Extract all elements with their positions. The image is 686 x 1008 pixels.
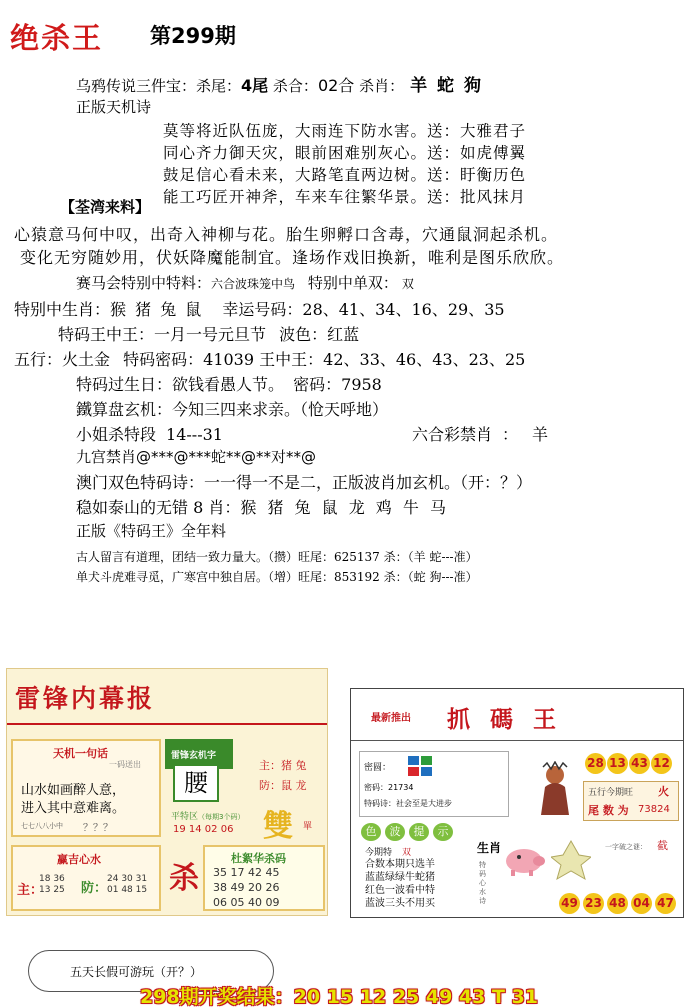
info-riddle-value: 社会至是大进步 <box>396 799 452 808</box>
info-panel <box>359 751 509 817</box>
du-head: 杜絮华杀码 <box>231 852 286 865</box>
cloud-text: 五天长假可游玩（开？） <box>70 965 203 979</box>
wuya-zodiac: 羊 蛇 狗 <box>410 76 483 96</box>
info-mima-head: 密圆： <box>364 763 392 773</box>
pw-label: 密码： <box>293 375 342 394</box>
draw-result: 298期开奖结果：20 15 12 25 49 43 T 31 <box>140 986 539 1008</box>
number-ball: 49 <box>559 893 580 914</box>
suanpan-row <box>76 397 388 420</box>
ad-leifeng <box>6 668 328 916</box>
verse-block <box>365 858 435 910</box>
yingji-zhu: 主： <box>17 883 44 898</box>
aomen-row <box>76 470 532 493</box>
quanwan-line: 心猿意马何中叹，出奇入神柳与花。胎生卵孵口含毒，穴通鼠洞起杀机。 <box>14 225 559 244</box>
birthday-label: 特码过生日： <box>76 375 173 394</box>
shengxiao-label: 特别中生肖： <box>14 300 111 319</box>
lucky-value: 28、41、34、16、29、35 <box>302 300 505 319</box>
ling-value: 双 <box>402 848 412 858</box>
poem-line: 莫等将近队伍庞，大雨连下防水害。送：大雅君子 <box>163 122 527 140</box>
wuxing-value: 火土金 <box>62 350 111 369</box>
ancient-line: 古人留言有道理，团结一致力量大。（攒）旺尾：625137 杀：（羊 蛇---准） <box>76 550 478 564</box>
verse-line: 红色一波看中特 <box>365 885 435 896</box>
fang-value: 鼠 龙 <box>281 779 307 792</box>
wuya-label: 乌鸦传说三件宝：杀尾： <box>76 77 242 95</box>
tianji-q: ？？？ <box>83 823 113 834</box>
wuya-row <box>76 71 483 96</box>
taishan-value: 猴 猪 兔 鼠 龙 鸡 牛 马 <box>240 498 449 517</box>
color-tips <box>361 823 481 843</box>
birthday-value: 欲钱看愚人节。 <box>172 375 285 394</box>
verse-line: 蓝波三头不用买 <box>365 898 435 909</box>
rabbit-icon <box>551 837 591 881</box>
zhu-value: 猪 兔 <box>281 759 307 772</box>
ad-leifeng-title: 雷锋内幕报 <box>15 684 156 713</box>
liuhe-sep: ： <box>502 425 519 444</box>
info-riddle-label: 特码诗： <box>364 799 396 808</box>
wuya-zodiac-label: 杀肖： <box>359 77 405 95</box>
issue-number: 第299期 <box>150 24 236 48</box>
poem-line: 同心齐力御天灾，眼前困难别灰心。送：如虎傅翼 <box>163 144 527 162</box>
ling-label: 今期特 <box>365 848 393 858</box>
color-tip-item: 色 <box>361 823 381 841</box>
info-riddle-row <box>364 798 452 809</box>
yingji-fang-nums-2: 01 48 15 <box>107 885 148 895</box>
yizi-label: 一字破之谜： <box>605 843 647 851</box>
birthday-row <box>76 372 382 395</box>
yizi-value: 截 <box>657 839 668 852</box>
number-ball: 28 <box>585 753 606 774</box>
weishu-text: 尾 数 为 <box>588 804 629 817</box>
ad-zhuama-tagline: 最新推出 <box>371 713 411 724</box>
wuya-combo-label: 杀合： <box>268 77 318 95</box>
zhu-row <box>259 757 307 773</box>
tewang-value: 一月一号元旦节 <box>154 325 267 344</box>
number-ball: 13 <box>607 753 628 774</box>
du-row: 35 17 42 45 <box>213 866 280 879</box>
center-char: 腰 <box>173 764 219 802</box>
wuxing-label: 五行： <box>14 350 63 369</box>
tewang-row <box>58 322 359 345</box>
du-row: 38 49 20 26 <box>213 881 280 894</box>
pingte-nums: 19 14 02 06 <box>173 824 234 835</box>
fang-row <box>259 777 307 793</box>
balls-top <box>585 753 675 777</box>
yingji-box <box>11 845 161 911</box>
wuxing-fire: 火 <box>658 785 669 798</box>
ad-zhuama <box>350 688 684 918</box>
ling-row <box>365 845 411 858</box>
quanwan-line: 变化无穷随妙用，伏妖降魔能制宜。逢场作戏旧换新，唯利是图乐欣欣。 <box>20 248 565 267</box>
du-box <box>203 845 325 911</box>
wuya-tail: 4尾 <box>241 76 269 95</box>
ad-zhuama-header <box>351 689 683 741</box>
pingte-label: 平特区 <box>171 812 199 822</box>
taishan-label: 稳如泰山的无错 8 肖： <box>76 498 241 517</box>
tewang-label: 特码王中王： <box>58 325 155 344</box>
info-code-label: 密码： <box>364 783 388 792</box>
color-tip-item: 波 <box>385 823 405 841</box>
verse-line: 合数本期只选羊 <box>365 859 435 870</box>
poem-title: 正版天机诗 <box>76 98 152 116</box>
verse-line: 蓝蓝绿绿牛蛇猪 <box>365 872 435 883</box>
ancient-line: 单犬斗虎难寻觅，广寒宫中独自居。（增）旺尾：853192 杀：（蛇 狗---准） <box>76 570 478 584</box>
bose-label: 波色： <box>279 325 328 344</box>
liuhe-label: 六合彩禁肖 <box>412 425 493 444</box>
pingte-note: （每期3个码） <box>198 813 245 821</box>
weishu-value: 73824 <box>638 804 670 815</box>
info-code-value: 21734 <box>388 783 414 792</box>
number-ball: 43 <box>629 753 650 774</box>
yingji-zhu-nums-2: 13 25 <box>39 885 65 895</box>
wzw-label: 王中王： <box>259 350 324 369</box>
tianji-box <box>11 739 161 837</box>
jiugong-row: 九宫禁肖@***@***蛇**@**对**@ <box>76 448 317 466</box>
ad-leifeng-divider <box>7 723 327 725</box>
saima-label: 赛马会特别中特料： <box>76 274 212 292</box>
du-row: 06 05 40 09 <box>213 896 280 909</box>
tianji-sub: 一码送出 <box>109 760 141 769</box>
number-ball: 23 <box>583 893 604 914</box>
year-label: 正版《特码王》全年料 <box>76 522 227 540</box>
liuhe-row <box>412 422 548 445</box>
sha-char: 杀 <box>169 861 199 896</box>
shengxiao-value: 猴 猪 兔 鼠 <box>110 300 204 319</box>
poem-line: 鼓足信心看未来，大路笔直两边树。送：盱衡历色 <box>163 166 527 184</box>
bose-value: 红蓝 <box>327 325 360 344</box>
number-ball: 47 <box>655 893 676 914</box>
balls-bottom <box>559 893 681 917</box>
center-head: 雷锋玄机字 <box>171 751 217 761</box>
yingji-fang: 防： <box>81 881 108 896</box>
wuya-combo: 02合 <box>317 76 355 95</box>
yingji-zhu-nums <box>39 874 65 896</box>
yingji-zhu-nums-1: 18 36 <box>39 874 65 884</box>
liuhe-value: 羊 <box>532 425 549 444</box>
quanwan-title: 【荃湾来料】 <box>60 198 151 216</box>
lucky-label: 幸运号码： <box>222 300 303 319</box>
suanpan-value: 今知三四来求亲。（怆天呼地） <box>172 400 389 419</box>
xiaojie-label: 小姐杀特段 <box>76 425 157 444</box>
pig-icon <box>499 843 549 877</box>
danshuang-label: 特别中单双： <box>307 274 398 292</box>
yingji-fang-nums-1: 24 30 31 <box>107 874 148 884</box>
taishan-row <box>76 495 449 518</box>
wuxing-text: 五行今期旺 <box>588 788 634 798</box>
info-code-row <box>364 782 413 793</box>
wuxing-box <box>583 781 679 821</box>
color-tip-item: 提 <box>409 823 429 841</box>
saima-value: 六合波珠笼中鸟 <box>211 277 296 291</box>
shuang-char: 雙 <box>263 809 293 844</box>
xiaojie-row <box>76 422 223 445</box>
yizi-row <box>605 837 668 853</box>
wuxing-row <box>14 347 525 370</box>
aomen-label: 澳门双色特码诗： <box>76 473 205 492</box>
tianji-line: 进入其中意难离。 <box>21 801 126 816</box>
yingji-head: 赢吉心水 <box>57 853 101 866</box>
aomen-value: 一一得一不是二，正版波肖加玄机。（开：？） <box>204 473 533 492</box>
figure-icon <box>531 761 579 815</box>
ad-zhuama-title: 抓 碼 王 <box>447 706 563 733</box>
number-ball: 12 <box>651 753 672 774</box>
yingji-fang-nums <box>107 874 147 896</box>
suanpan-label: 鐵算盘玄机： <box>76 400 173 419</box>
side-label: 特码心水诗 <box>479 861 486 905</box>
pw-value: 7958 <box>341 375 382 394</box>
fang-label: 防： <box>259 779 281 792</box>
shengxiao-row <box>14 297 505 320</box>
dan-char: 單 <box>303 822 313 832</box>
xiaojie-value: 14---31 <box>166 425 223 444</box>
zhu-label: 主： <box>259 759 281 772</box>
number-ball: 48 <box>607 893 628 914</box>
wzw-value: 42、33、46、43、23、25 <box>323 350 526 369</box>
color-tip-item: 示 <box>433 823 453 841</box>
logo-icon <box>408 756 432 776</box>
tianji-head: 天机一句话 <box>53 747 108 760</box>
number-ball: 04 <box>631 893 652 914</box>
saima-row <box>76 272 414 293</box>
shengxiao-head: 生肖 <box>477 841 502 855</box>
mima-label: 特码密码： <box>123 350 204 369</box>
mima-value: 41039 <box>203 350 255 369</box>
poem-line: 能工巧匠开神斧，车来车往繁华景。送：批风抹月 <box>163 188 527 206</box>
pingte-row <box>171 809 244 822</box>
brand-title: 绝杀王 <box>10 21 104 55</box>
danshuang-value: 双 <box>401 277 414 291</box>
tianji-foot: 七七八八小中 <box>21 822 63 830</box>
du-nums <box>213 865 279 910</box>
tianji-line: 山水如画醉人意， <box>21 783 126 798</box>
